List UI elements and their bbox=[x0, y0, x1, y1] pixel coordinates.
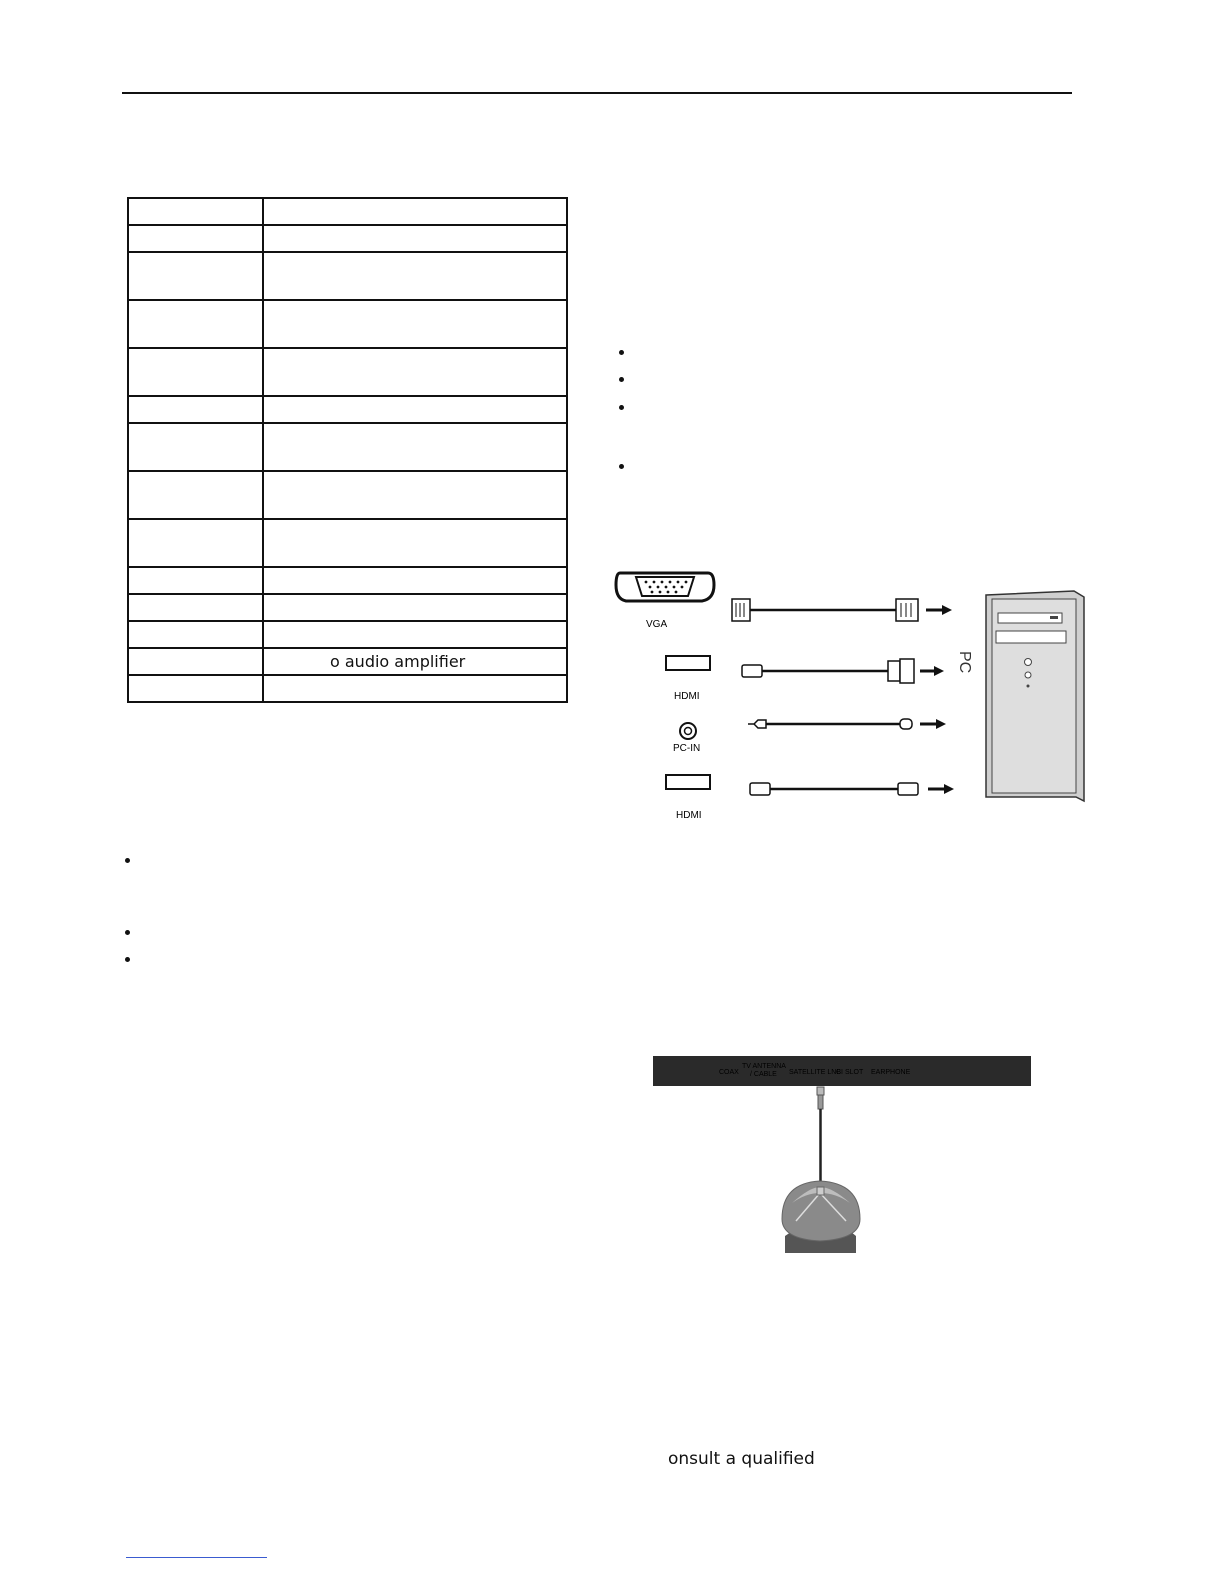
arrow-right-icon bbox=[920, 719, 946, 729]
port-label-hdmi: HDMI bbox=[676, 810, 702, 821]
table-row bbox=[128, 675, 567, 702]
table-row bbox=[128, 198, 567, 225]
pc-connection-diagram bbox=[610, 565, 1090, 830]
table-row bbox=[128, 621, 567, 648]
table-cell bbox=[263, 675, 567, 702]
table-cell bbox=[263, 396, 567, 423]
table-row bbox=[128, 300, 567, 348]
arrow-right-icon bbox=[926, 605, 952, 615]
vga-port-icon bbox=[616, 573, 714, 601]
bullet bbox=[619, 377, 624, 382]
panel-label-satellite: SATELLITE LNB bbox=[789, 1069, 842, 1076]
hdmi-to-dvi-cable-icon bbox=[742, 659, 914, 683]
table-cell bbox=[263, 423, 567, 471]
satellite-connection-diagram bbox=[650, 1053, 1035, 1253]
port-label-pc-in: PC-IN bbox=[673, 743, 701, 754]
panel-label-ci-slot: CI SLOT bbox=[836, 1069, 864, 1076]
hdmi-port-icon bbox=[666, 775, 710, 789]
connection-table bbox=[127, 197, 568, 703]
bullet bbox=[125, 957, 130, 962]
bullet bbox=[619, 464, 624, 469]
table-row bbox=[128, 252, 567, 300]
table-row bbox=[128, 423, 567, 471]
table-cell bbox=[128, 423, 263, 471]
panel-label-coax: COAX bbox=[719, 1069, 739, 1076]
vga-cable-icon bbox=[732, 599, 918, 621]
hdmi-cable-icon bbox=[750, 783, 918, 795]
table-cell bbox=[128, 675, 263, 702]
table-row bbox=[128, 648, 567, 675]
hdmi-port-icon bbox=[666, 656, 710, 670]
table-cell bbox=[128, 648, 263, 675]
table-row bbox=[128, 396, 567, 423]
arrow-right-icon bbox=[928, 784, 954, 794]
bullet bbox=[125, 930, 130, 935]
audio-jack-icon bbox=[680, 723, 696, 739]
table-cell bbox=[263, 225, 567, 252]
table-row bbox=[128, 519, 567, 567]
table-row bbox=[128, 348, 567, 396]
port-label-hdmi: HDMI bbox=[674, 691, 700, 702]
table-row bbox=[128, 225, 567, 252]
table-cell bbox=[263, 300, 567, 348]
satellite-dish-icon bbox=[782, 1181, 860, 1253]
bullet bbox=[619, 405, 624, 410]
footer-link-underline bbox=[126, 1557, 267, 1558]
table-cell bbox=[263, 648, 567, 675]
bullet bbox=[619, 350, 624, 355]
table-cell bbox=[263, 621, 567, 648]
table-row bbox=[128, 567, 567, 594]
port-label-vga: VGA bbox=[646, 619, 668, 630]
table-cell bbox=[263, 471, 567, 519]
arrow-right-icon bbox=[920, 666, 944, 676]
panel-label-tv-antenna: TV ANTENNA bbox=[742, 1063, 786, 1070]
table-cell bbox=[128, 225, 263, 252]
table-cell bbox=[128, 300, 263, 348]
table-cell bbox=[263, 348, 567, 396]
table-cell bbox=[263, 519, 567, 567]
table-cell bbox=[128, 396, 263, 423]
table-cell bbox=[263, 198, 567, 225]
computer-tower-icon bbox=[986, 591, 1084, 801]
table-cell bbox=[128, 198, 263, 225]
table-cell bbox=[263, 252, 567, 300]
header-rule bbox=[122, 92, 1072, 94]
table-cell bbox=[128, 252, 263, 300]
table-cell bbox=[263, 567, 567, 594]
coax-connector-icon bbox=[817, 1087, 824, 1183]
bullet bbox=[125, 858, 130, 863]
table-cell-text: o audio amplifier bbox=[330, 652, 466, 671]
audio-cable-icon bbox=[748, 719, 912, 729]
table-cell bbox=[128, 567, 263, 594]
table-cell bbox=[128, 471, 263, 519]
table-row bbox=[128, 594, 567, 621]
pc-label: PC bbox=[956, 651, 973, 674]
table-cell bbox=[128, 348, 263, 396]
panel-label-cable: / CABLE bbox=[750, 1071, 777, 1078]
table-cell bbox=[128, 594, 263, 621]
table-cell bbox=[263, 594, 567, 621]
footer-snippet: onsult a qualified bbox=[668, 1449, 815, 1469]
table-cell bbox=[128, 519, 263, 567]
table-row bbox=[128, 471, 567, 519]
table-cell bbox=[128, 621, 263, 648]
panel-label-earphone: EARPHONE bbox=[871, 1069, 911, 1076]
